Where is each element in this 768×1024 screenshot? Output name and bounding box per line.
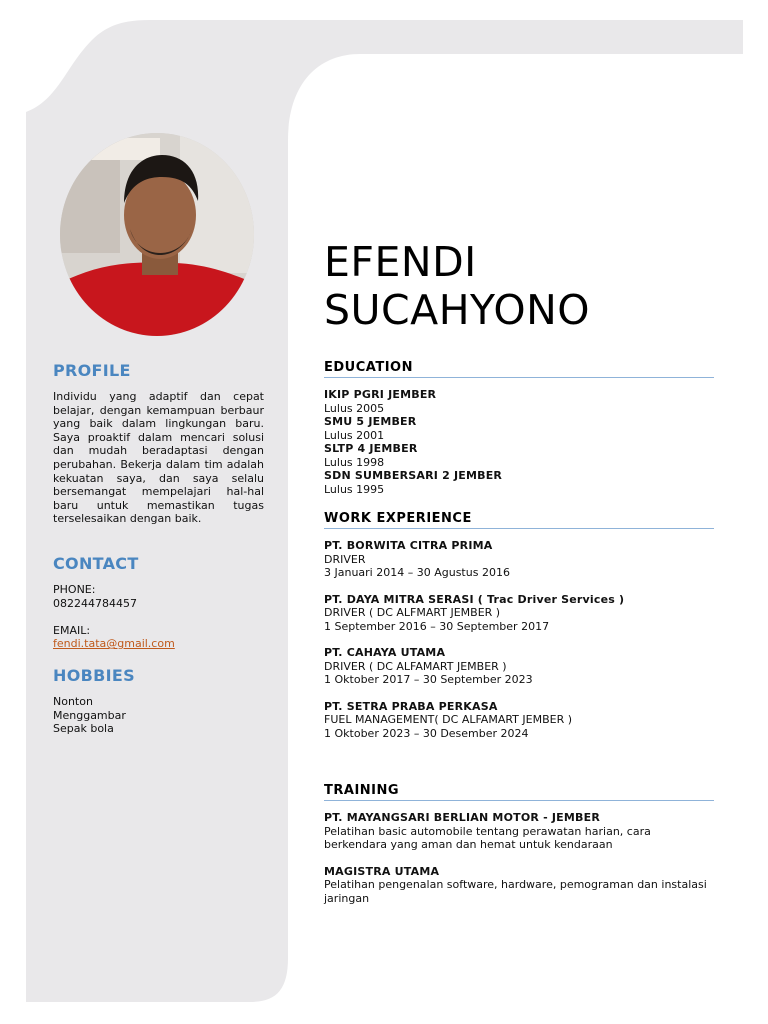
contact-block	[53, 583, 264, 651]
training-section	[324, 783, 714, 918]
phone-label: PHONE:	[53, 583, 96, 596]
work-entry	[324, 593, 714, 634]
job-role: DRIVER ( DC ALFAMART JEMBER )	[324, 659, 507, 673]
training-entry	[324, 865, 714, 906]
school-name: SMU 5 JEMBER	[324, 415, 417, 428]
work-entry	[324, 539, 714, 580]
hobbies-list	[53, 695, 264, 736]
school-name: IKIP PGRI JEMBER	[324, 388, 437, 401]
training-desc: Pelatihan pengenalan software, hardware, pemograman dan instalasi jaringan	[324, 878, 707, 905]
training-title: TRAINING	[324, 783, 714, 801]
education-entry	[324, 442, 714, 469]
job-role: FUEL MANAGEMENT( DC ALFAMART JEMBER )	[324, 713, 573, 726]
education-entry	[324, 388, 714, 415]
job-period: 3 Januari 2014 – 30 Agustus 2016	[324, 566, 510, 579]
graduation-year: Lulus 2005	[324, 401, 385, 415]
company-name: PT. BORWITA CITRA PRIMA	[324, 539, 493, 552]
company-name: PT. SETRA PRABA PERKASA	[324, 699, 498, 713]
education-entry	[324, 469, 714, 496]
school-name: SDN SUMBERSARI 2 JEMBER	[324, 469, 503, 482]
training-desc: Pelatihan basic automobile tentang perawatan harian, cara berkendara yang aman dan hemat untuk kendaraan	[324, 824, 651, 851]
work-title: WORK EXPERIENCE	[324, 511, 714, 529]
profile-photo	[60, 133, 254, 336]
profile-text: Individu yang adaptif dan cepat belajar, dengan kemampuan berbaur yang baik dalam lingkungan baru. Saya proaktif dalam mencari solusi dan mudah beradaptasi dengan perubahan. Bekerja dalam tim adalah kekuatan saya, dan saya selalu bersemangat mempelajari hal-hal baru untuk memastikan tugas terselesaikan dengan baik.	[53, 390, 264, 526]
education-entry	[324, 415, 714, 442]
job-period: 1 September 2016 – 30 September 2017	[324, 619, 550, 633]
contact-heading: CONTACT	[53, 554, 139, 573]
email-label: EMAIL:	[53, 623, 91, 637]
graduation-year: Lulus 1998	[324, 455, 385, 469]
training-org: MAGISTRA UTAMA	[324, 864, 440, 878]
education-section	[324, 360, 714, 496]
job-role: DRIVER	[324, 552, 366, 566]
training-org: PT. MAYANGSARI BERLIAN MOTOR - JEMBER	[324, 811, 600, 824]
school-name: SLTP 4 JEMBER	[324, 442, 418, 455]
company-name: PT. CAHAYA UTAMA	[324, 646, 446, 659]
hobbies-heading: HOBBIES	[53, 666, 135, 685]
profile-heading: PROFILE	[53, 361, 131, 380]
hobby-item: Nonton	[53, 695, 93, 708]
graduation-year: Lulus 2001	[324, 428, 385, 442]
job-role: DRIVER ( DC ALFMART JEMBER )	[324, 606, 501, 619]
email-link[interactable]: fendi.tata@gmail.com	[53, 637, 175, 651]
job-period: 1 Oktober 2023 – 30 Desember 2024	[324, 726, 529, 740]
hobby-item: Sepak bola	[53, 722, 114, 736]
education-title: EDUCATION	[324, 360, 714, 378]
work-section	[324, 511, 714, 753]
training-entry	[324, 811, 714, 852]
work-entry	[324, 646, 714, 687]
graduation-year: Lulus 1995	[324, 482, 385, 496]
full-name	[324, 238, 590, 334]
avatar-image	[60, 133, 254, 336]
name-last: SUCAHYONO	[324, 286, 591, 334]
name-first: EFENDI	[324, 238, 477, 286]
hobby-item: Menggambar	[53, 708, 126, 722]
phone-number: 082244784457	[53, 596, 137, 610]
company-name: PT. DAYA MITRA SERASI ( Trac Driver Services )	[324, 592, 625, 606]
work-entry	[324, 700, 714, 741]
job-period: 1 Oktober 2017 – 30 September 2023	[324, 673, 533, 686]
